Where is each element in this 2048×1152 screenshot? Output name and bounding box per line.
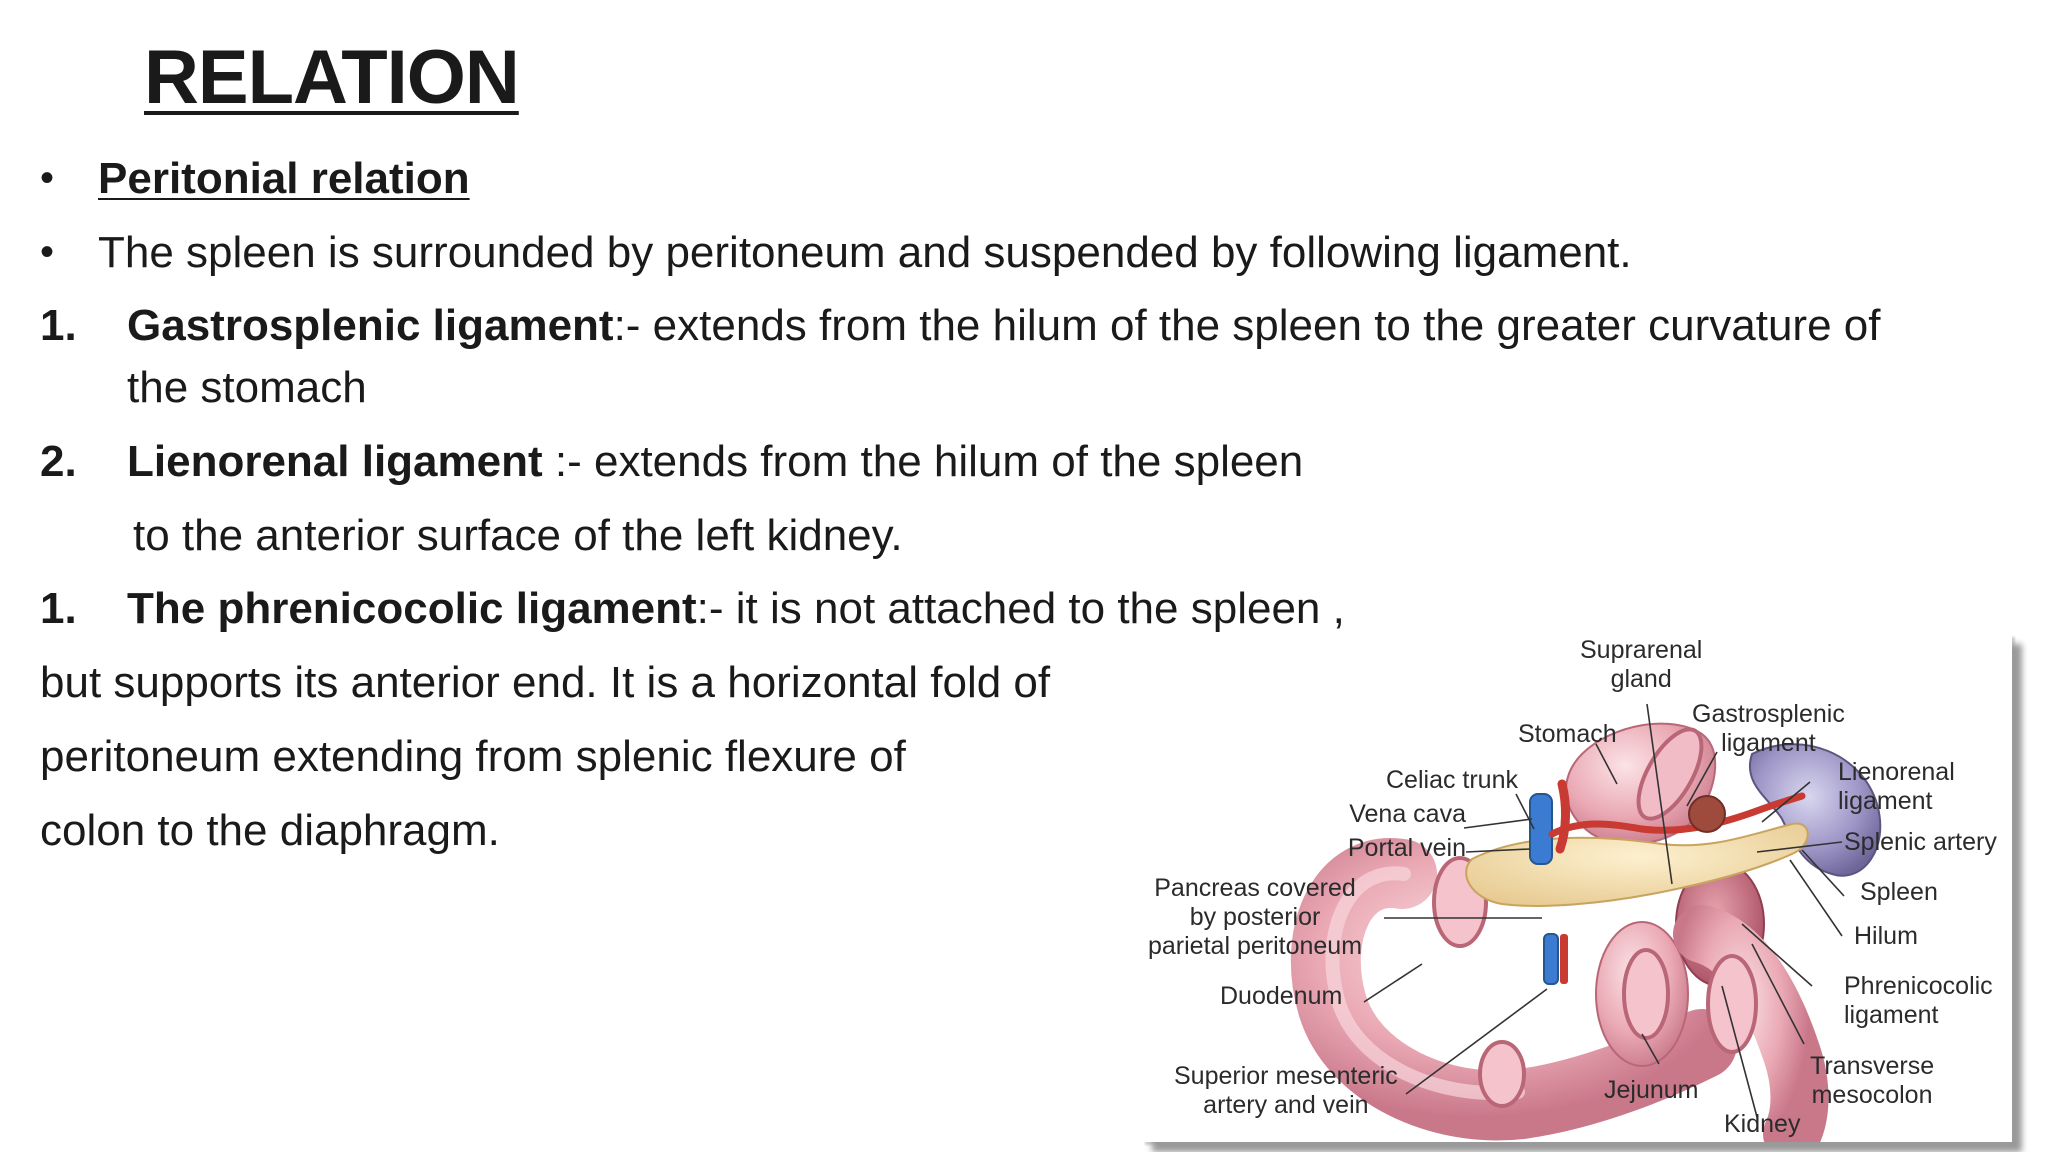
- label-kidney: Kidney: [1724, 1110, 1801, 1138]
- item-gastrosplenic: [127, 300, 1880, 353]
- section-heading: [98, 153, 470, 206]
- item-description: :- it is not attached to the spleen ,: [696, 584, 1345, 633]
- label-phrenicocolic-ligament: Phrenicocolic ligament: [1844, 972, 1993, 1029]
- paragraph-line: peritoneum extending from splenic flexure of: [40, 732, 906, 781]
- label-pancreas: Pancreas covered by posterior parietal peritoneum: [1148, 874, 1363, 960]
- label-superior-mesenteric: Superior mesenteric artery and vein: [1174, 1062, 1398, 1119]
- item-continuation: to the anterior surface of the left kidney.: [133, 511, 903, 560]
- item-number: 1.: [40, 301, 77, 350]
- label-celiac-trunk: Celiac trunk: [1386, 766, 1518, 794]
- item-lienorenal: [127, 436, 1303, 489]
- item-number: 2.: [40, 437, 77, 486]
- item-description: :- extends from the hilum of the spleen to the greater curvature of: [613, 301, 1881, 350]
- label-spleen: Spleen: [1860, 878, 1938, 906]
- label-suprarenal-gland: Suprarenal gland: [1580, 636, 1703, 693]
- item-continuation: the stomach: [127, 363, 367, 412]
- bullet-marker: •: [40, 156, 55, 200]
- item-description: :- extends from the hilum of the spleen: [542, 437, 1304, 486]
- slide-title: RELATION: [144, 35, 519, 120]
- label-duodenum: Duodenum: [1220, 982, 1343, 1010]
- label-vena-cava: Vena cava: [1349, 800, 1466, 828]
- spleen-relations-diagram: [1142, 634, 2012, 1142]
- label-stomach: Stomach: [1518, 720, 1617, 748]
- label-jejunum: Jejunum: [1604, 1076, 1699, 1104]
- label-gastrosplenic-ligament: Gastrosplenic ligament: [1692, 700, 1845, 757]
- item-phrenicocolic: [127, 583, 1345, 636]
- section-heading-text: Peritonial relation: [98, 154, 470, 203]
- paragraph-line: colon to the diaphragm.: [40, 806, 500, 855]
- paragraph-line: but supports its anterior end. It is a horizontal fold of: [40, 658, 1051, 707]
- item-term: The phrenicocolic ligament: [127, 584, 697, 633]
- label-hilum: Hilum: [1854, 922, 1918, 950]
- intro-text: The spleen is surrounded by peritoneum and suspended by following ligament.: [98, 228, 1632, 277]
- item-term: Lienorenal ligament: [127, 437, 543, 486]
- label-transverse-mesocolon: Transverse mesocolon: [1810, 1052, 1935, 1109]
- bullet-marker: •: [40, 230, 55, 274]
- item-number: 1.: [40, 584, 77, 633]
- label-splenic-artery: Splenic artery: [1844, 828, 1997, 856]
- item-term: Gastrosplenic ligament: [127, 301, 614, 350]
- label-portal-vein: Portal vein: [1347, 834, 1466, 862]
- label-lienorenal-ligament: Lienorenal ligament: [1838, 758, 1955, 815]
